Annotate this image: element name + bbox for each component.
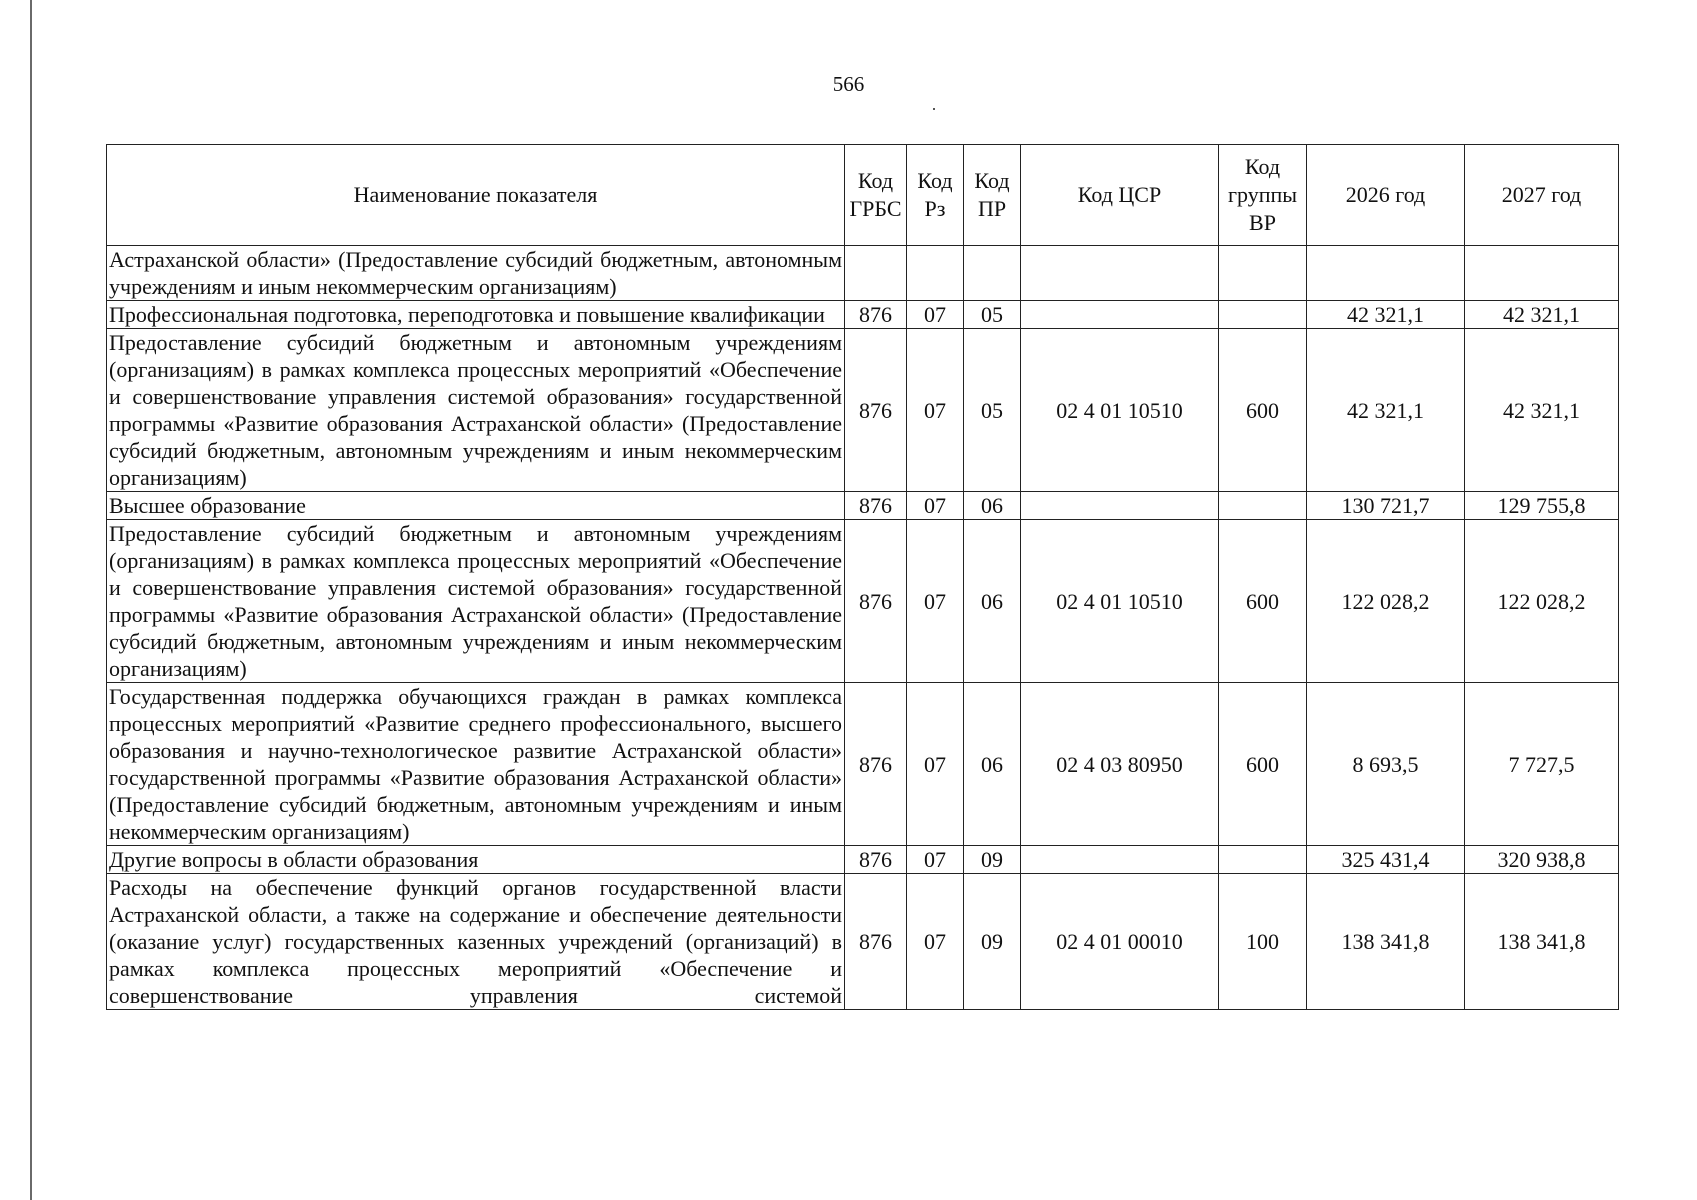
- row-name: Расходы на обеспечение функций органов государственной власти Астраханской области, а также на содержание и обеспечение деятельности (оказание услуг) государственных казенных учреждений (организаций) в рамках комплекса процессных мероприятий «Обеспечение и совершенствование управления системой: [107, 874, 845, 1010]
- row-csr: 02 4 01 00010: [1021, 874, 1219, 1010]
- row-rz: 07: [907, 874, 964, 1010]
- row-pr: [964, 246, 1021, 301]
- row-rz: 07: [907, 520, 964, 683]
- page-number: 566: [832, 72, 865, 96]
- row-pr: 05: [964, 301, 1021, 329]
- row-name: Астраханской области» (Предоставление субсидий бюджетным, автономным учреждениям и иным некоммерческим организациям): [107, 246, 845, 301]
- row-vr: 600: [1219, 683, 1307, 846]
- row-rz: 07: [907, 301, 964, 329]
- row-pr: 05: [964, 329, 1021, 492]
- row-pr: 09: [964, 846, 1021, 874]
- row-pr: 09: [964, 874, 1021, 1010]
- row-2027: 42 321,1: [1465, 329, 1619, 492]
- header-2027: 2027 год: [1465, 145, 1619, 246]
- row-vr: 100: [1219, 874, 1307, 1010]
- row-csr: [1021, 246, 1219, 301]
- table-row: [107, 329, 1619, 492]
- row-name: Другие вопросы в области образования: [107, 846, 845, 874]
- row-pr: 06: [964, 520, 1021, 683]
- row-2027: 7 727,5: [1465, 683, 1619, 846]
- row-vr: 600: [1219, 329, 1307, 492]
- row-grbs: 876: [845, 874, 907, 1010]
- header-2026: 2026 год: [1307, 145, 1465, 246]
- row-grbs: 876: [845, 301, 907, 329]
- header-vr: Код группы ВР: [1219, 145, 1307, 246]
- row-name: Предоставление субсидий бюджетным и автономным учреждениям (организациям) в рамках комплекса процессных мероприятий «Обеспечение и совершенствование управления системой образования» государственной программы «Развитие образования Астраханской области» (Предоставление субсидий бюджетным, автономным учреждениям и иным некоммерческим организациям): [107, 329, 845, 492]
- row-csr: 02 4 01 10510: [1021, 520, 1219, 683]
- row-pr: 06: [964, 492, 1021, 520]
- table-row: [107, 492, 1619, 520]
- row-2026: 138 341,8: [1307, 874, 1465, 1010]
- header-grbs: Код ГРБС: [845, 145, 907, 246]
- row-vr: [1219, 846, 1307, 874]
- row-name: Государственная поддержка обучающихся граждан в рамках комплекса процессных мероприятий «Развитие среднего профессионального, высшего образования и научно-технологическое развитие Астраханской области» государственной программы «Развитие образования Астраханской области» (Предоставление субсидий бюджетным, автономным учреждениям и иным некоммерческим организациям): [107, 683, 845, 846]
- budget-table: [106, 144, 1619, 1010]
- row-vr: [1219, 246, 1307, 301]
- row-2026: 325 431,4: [1307, 846, 1465, 874]
- row-name: Высшее образование: [107, 492, 845, 520]
- header-pr: Код ПР: [964, 145, 1021, 246]
- page-margin-line: [30, 0, 32, 1200]
- table-row: [107, 520, 1619, 683]
- row-rz: 07: [907, 492, 964, 520]
- row-grbs: [845, 246, 907, 301]
- row-grbs: 876: [845, 329, 907, 492]
- row-grbs: 876: [845, 846, 907, 874]
- header-rz: Код Рз: [907, 145, 964, 246]
- row-2026: 122 028,2: [1307, 520, 1465, 683]
- scan-speck: [933, 108, 935, 110]
- header-name: Наименование показателя: [107, 145, 845, 246]
- table-row: [107, 683, 1619, 846]
- table-row: [107, 874, 1619, 1010]
- row-grbs: 876: [845, 492, 907, 520]
- row-csr: [1021, 492, 1219, 520]
- table-row: [107, 246, 1619, 301]
- table-header-row: [107, 145, 1619, 246]
- row-rz: 07: [907, 683, 964, 846]
- row-2027: 129 755,8: [1465, 492, 1619, 520]
- table-row: [107, 846, 1619, 874]
- row-2026: 130 721,7: [1307, 492, 1465, 520]
- row-rz: 07: [907, 846, 964, 874]
- row-pr: 06: [964, 683, 1021, 846]
- row-2027: 122 028,2: [1465, 520, 1619, 683]
- row-2026: 8 693,5: [1307, 683, 1465, 846]
- row-grbs: 876: [845, 520, 907, 683]
- row-name: Профессиональная подготовка, переподготовка и повышение квалификации: [107, 301, 845, 329]
- row-csr: 02 4 03 80950: [1021, 683, 1219, 846]
- row-grbs: 876: [845, 683, 907, 846]
- row-csr: [1021, 846, 1219, 874]
- row-2026: 42 321,1: [1307, 329, 1465, 492]
- row-2026: 42 321,1: [1307, 301, 1465, 329]
- row-2027: 138 341,8: [1465, 874, 1619, 1010]
- row-2027: [1465, 246, 1619, 301]
- row-name: Предоставление субсидий бюджетным и автономным учреждениям (организациям) в рамках комплекса процессных мероприятий «Обеспечение и совершенствование управления системой образования» государственной программы «Развитие образования Астраханской области» (Предоставление субсидий бюджетным, автономным учреждениям и иным некоммерческим организациям): [107, 520, 845, 683]
- row-2027: 42 321,1: [1465, 301, 1619, 329]
- table-row: [107, 301, 1619, 329]
- row-csr: 02 4 01 10510: [1021, 329, 1219, 492]
- row-2027: 320 938,8: [1465, 846, 1619, 874]
- row-2026: [1307, 246, 1465, 301]
- header-csr: Код ЦСР: [1021, 145, 1219, 246]
- row-vr: 600: [1219, 520, 1307, 683]
- row-rz: 07: [907, 329, 964, 492]
- row-vr: [1219, 301, 1307, 329]
- row-rz: [907, 246, 964, 301]
- row-vr: [1219, 492, 1307, 520]
- row-csr: [1021, 301, 1219, 329]
